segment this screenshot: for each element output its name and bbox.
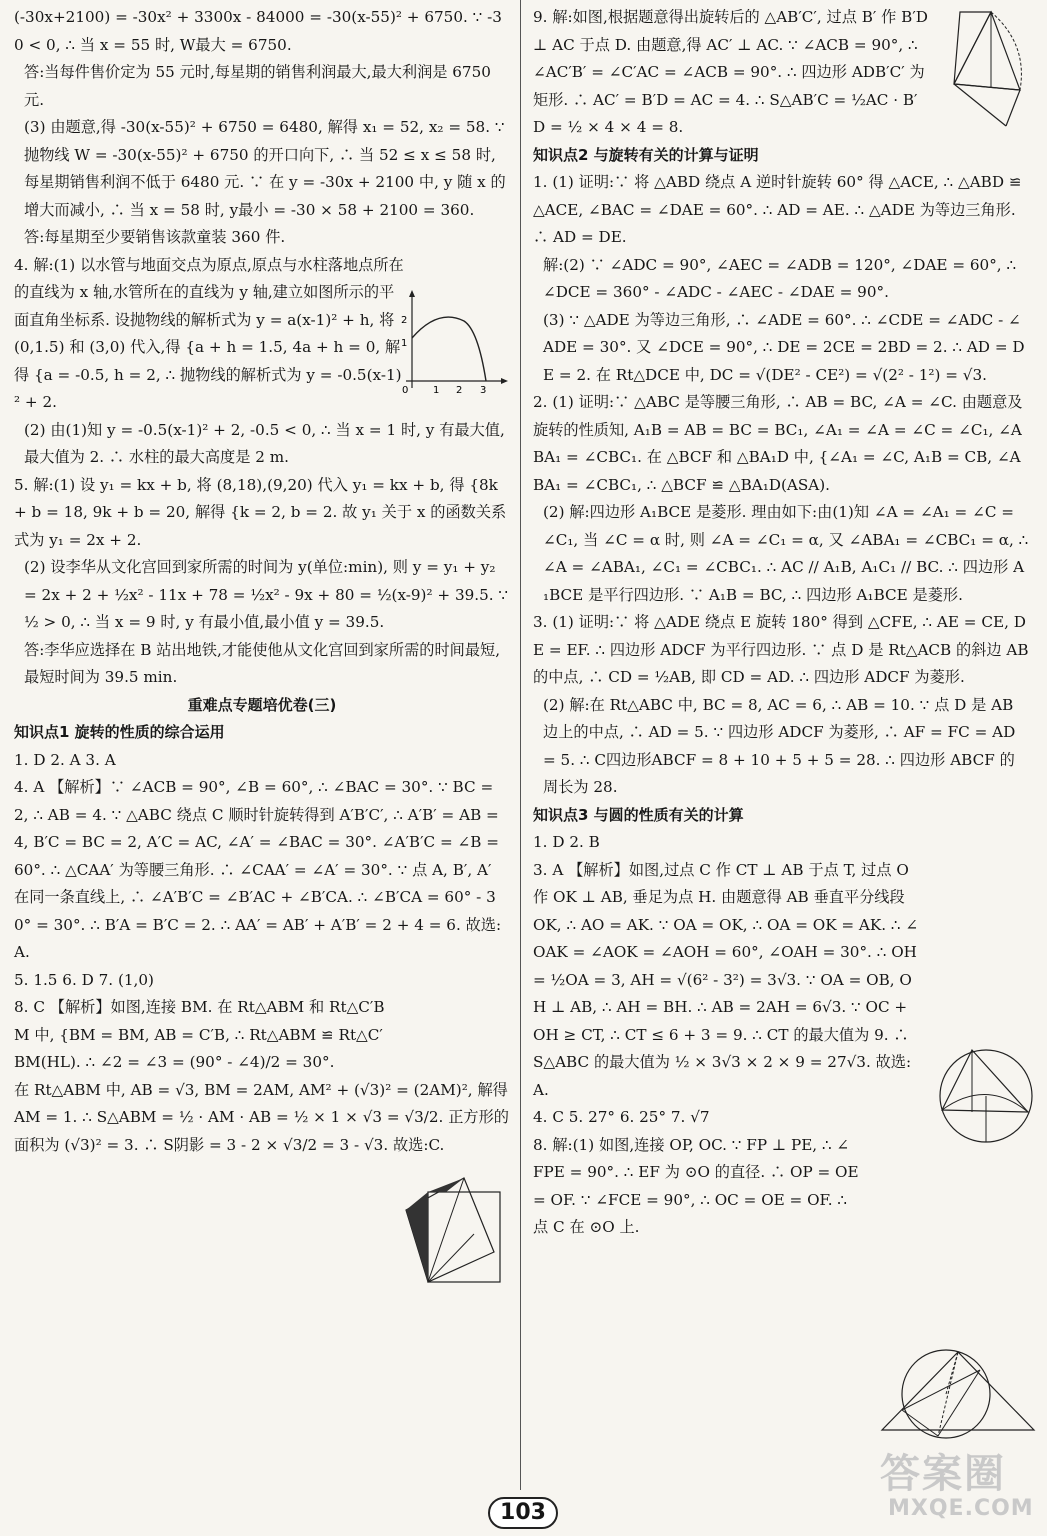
answer-paragraph: 在 Rt△ABM 中, AB = √3, BM = 2AM, AM² + (√3)² = (2AM)², 解得 AM = 1. ∴ S△ABM = ½ · AM · AB = ½ × 1 × √3 = √3/2. 正方形的面积为 (√3)² = 3. ∴ S阴影 = 3 - 2 × √3/2 = 3 - √3. 故选:C. bbox=[14, 1080, 509, 1154]
svg-text:2: 2 bbox=[401, 315, 408, 326]
page-number-value: 103 bbox=[488, 1497, 558, 1529]
answer-paragraph: 8. C 【解析】如图,连接 BM. 在 Rt△ABM 和 Rt△C′BM 中, {BM = BM, AB = C′B, ∴ Rt△ABM ≌ Rt△C′BM(HL). ∴ ∠2 = ∠3 = (90° - ∠4)/2 = 30°. bbox=[14, 998, 385, 1071]
knowledge-point-heading: 知识点1 旋转的性质的综合运用 bbox=[14, 723, 225, 741]
page-number bbox=[476, 1496, 570, 1530]
answer-paragraph: (3) ∵ △ADE 为等边三角形, ∴ ∠ADE = 60°. ∴ ∠CDE = ∠ADC - ∠ADE = 30°. 又 ∠DCE = 90°, ∴ DE = 2CE = 2BD = 2. ∴ AD = DE = 2. 在 Rt△DCE 中, DC = √(DE² - CE²) = √(2² - 1²) = √3. bbox=[543, 310, 1025, 384]
answer-paragraph: 答:当每件售价定为 55 元时,每星期的销售利润最大,最大利润是 6750 元. bbox=[24, 63, 491, 109]
section-title: 重难点专题培优卷(三) bbox=[187, 695, 337, 714]
answer-paragraph: 4. 解:(1) 以水管与地面交点为原点,原点与水柱落地点所在的直线为 x 轴,水管所在的直线为 y 轴,建立如图所示的平面直角坐标系. 设抛物线的解析式为 y = a(x-1)² + h, 将 (0,1.5) 和 (3,0) 代入,得 {a + h = 1.5, 4a + h = 0, 解得 {a = -0.5, h = 2, ∴ 抛物线的解析式为 y = -0.5(x-1)² + 2. bbox=[14, 255, 404, 411]
answer-paragraph: (2) 解:在 Rt△ABC 中, BC = 8, AC = 6, ∴ AB = 10. ∵ 点 D 是 AB 边上的中点, ∴ AD = 5. ∵ 四边形 ADCF 为菱形, ∴ AF = FC = AD = 5. ∴ C四边形ABCF = 8 + 10 + 5 + 5 = 28. ∴ 四边形 ABCF 的周长为 28. bbox=[543, 695, 1016, 796]
answer-paragraph: 1. D 2. B bbox=[533, 833, 600, 851]
watermark bbox=[880, 1452, 1040, 1532]
column-divider bbox=[520, 0, 521, 1490]
rotated-triangle-figure bbox=[936, 4, 1036, 132]
answer-paragraph: (-30x+2100) = -30x² + 3300x - 84000 = -30(x-55)² + 6750. ∵ -30 < 0, ∴ 当 x = 55 时, W最大 = 6750. bbox=[14, 8, 502, 54]
answer-paragraph: 答:每星期至少要销售该款童装 360 件. bbox=[24, 228, 286, 246]
svg-text:1: 1 bbox=[401, 338, 408, 349]
watermark-url: MXQE.COM bbox=[888, 1496, 1034, 1521]
answer-paragraph: 5. 解:(1) 设 y₁ = kx + b, 将 (8,18),(9,20) 代入 y₁ = kx + b, 得 {8k + b = 18, 9k + b = 20, 解得 {k = 2, b = 2. 故 y₁ 关于 x 的函数关系式为 y₁ = 2x + 2. bbox=[14, 475, 507, 549]
knowledge-point-heading: 知识点2 与旋转有关的计算与证明 bbox=[533, 145, 759, 164]
answer-paragraph: 1. D 2. A 3. A bbox=[14, 750, 116, 769]
left-column bbox=[14, 4, 510, 1159]
watermark-text: 答案圈 bbox=[880, 1451, 1006, 1497]
parabola-figure bbox=[398, 288, 510, 396]
answer-paragraph: 3. A 【解析】如图,过点 C 作 CT ⊥ AB 于点 T, 过点 O 作 OK ⊥ AB, 垂足为点 H. 由题意得 AB 垂直平分线段 OK, ∴ AO = AK. ∵ OA = OK, ∴ OA = OK = AK. ∴ ∠OAK = ∠AOK = ∠AOH = 60°, ∠OAH = 30°. ∴ OH = ½OA = 3, AH = √(6² - 3²) = 3√3. ∵ OA = OB, OH ⊥ AB, ∴ AH = BH. ∴ AB = 2AH = 6√3. ∵ OC + OH ≥ CT, ∴ CT ≤ 6 + 3 = 9. ∴ CT 的最大值为 9. ∴ S△ABC 的最大值为 ½ × 3√3 × 2 × 9 = 27√3. 故选:A. bbox=[533, 860, 919, 1099]
answer-paragraph: 4. A 【解析】∵ ∠ACB = 90°, ∠B = 60°, ∴ ∠BAC = 30°. ∵ BC = 2, ∴ AB = 4. ∵ △ABC 绕点 C 顺时针旋转得到 A′B′C′, ∴ A′B′ = AB = 4, B′C = BC = 2, A′C = AC, ∠A′ = ∠BAC = 30°. ∠A′B′C = ∠B = 60°. ∴ △CAA′ 为等腰三角形. ∴ ∠CAA′ = ∠A′ = 30°. ∵ 点 A, B′, A′ 在同一条直线上, ∴ ∠A′B′C = ∠B′AC + ∠B′CA. ∴ ∠B′CA = 60° - 30° = 30°. ∴ B′A = B′C = 2. ∴ AA′ = AB′ + A′B′ = 2 + 4 = 6. 故选:A. bbox=[14, 778, 502, 961]
answer-paragraph: 解:(2) ∵ ∠ADC = 90°, ∠AEC = ∠ADB = 120°, ∠DAE = 60°, ∴ ∠DCE = 360° - ∠ADC - ∠AEC - ∠DAE = 90°. bbox=[543, 255, 1017, 301]
answer-paragraph: (2) 由(1)知 y = -0.5(x-1)² + 2, -0.5 < 0, ∴ 当 x = 1 时, y 有最大值,最大值为 2. ∴ 水柱的最大高度是 2 m. bbox=[24, 420, 505, 466]
svg-text:0: 0 bbox=[402, 385, 409, 396]
answer-paragraph: 3. (1) 证明:∵ 将 △ADE 绕点 E 旋转 180° 得到 △CFE, ∴ AE = CE, DE = EF. ∴ 四边形 ADCF 为平行四边形. ∵ 点 D 是 Rt△ACB 的斜边 AB 的中点, ∴ CD = ½AB, 即 CD = AD. ∴ 四边形 ADCF 为菱形. bbox=[533, 613, 1029, 686]
svg-text:2: 2 bbox=[456, 385, 463, 396]
answer-paragraph: 9. 解:如图,根据题意得出旋转后的 △AB′C′, 过点 B′ 作 B′D ⊥ AC 于点 D. 由题意,得 AC′ ⊥ AC. ∵ ∠ACB = 90°, ∴ ∠AC′B′ = ∠C′AC = ∠ACB = 90°. ∴ 四边形 ADB′C′ 为矩形. ∴ AC′ = B′D = AC = 4. ∴ S△AB′C = ½AC · B′D = ½ × 4 × 4 = 8. bbox=[533, 8, 928, 136]
answer-paragraph: 4. C 5. 27° 6. 25° 7. √7 bbox=[533, 1108, 710, 1126]
answer-paragraph: (2) 设李华从文化宫回到家所需的时间为 y(单位:min), 则 y = y₁ + y₂ = 2x + 2 + ½x² - 11x + 78 = ½x² - 9x + 80 = ½(x-9)² + 39.5. ∵ ½ > 0, ∴ 当 x = 9 时, y 有最小值,最小值 y = 39.5. bbox=[24, 558, 509, 631]
circle-quadrilateral-figure bbox=[872, 1346, 1042, 1446]
answer-paragraph: 1. (1) 证明:∵ 将 △ABD 绕点 A 逆时针旋转 60° 得 △ACE, ∴ △ABD ≌ △ACE, ∠BAC = ∠DAE = 60°. ∴ AD = AE. ∴ △ADE 为等边三角形. ∴ AD = DE. bbox=[533, 173, 1022, 246]
square-rotation-figure bbox=[376, 1150, 516, 1300]
svg-text:1: 1 bbox=[433, 385, 440, 396]
answer-paragraph: (3) 由题意,得 -30(x-55)² + 6750 = 6480, 解得 x₁ = 52, x₂ = 58. ∵ 抛物线 W = -30(x-55)² + 6750 的开口向下, ∴ 当 52 ≤ x ≤ 58 时,每星期销售利润不低于 6480 元. ∵ 在 y = -30x + 2100 中, y 随 x 的增大而减小, ∴ 当 x = 58 时, y最小 = -30 × 58 + 2100 = 360. bbox=[24, 118, 506, 219]
circle-triangle-figure bbox=[930, 1038, 1040, 1158]
svg-text:3: 3 bbox=[480, 385, 487, 396]
answer-paragraph: 8. 解:(1) 如图,连接 OP, OC. ∵ FP ⊥ PE, ∴ ∠FPE = 90°. ∴ EF 为 ⊙O 的直径. ∴ OP = OE = OF. ∵ ∠FCE = 90°, ∴ OC = OE = OF. ∴ 点 C 在 ⊙O 上. bbox=[533, 1135, 859, 1236]
knowledge-point-heading: 知识点3 与圆的性质有关的计算 bbox=[533, 805, 744, 824]
answer-paragraph: (2) 解:四边形 A₁BCE 是菱形. 理由如下:由(1)知 ∠A = ∠A₁ = ∠C = ∠C₁, 当 ∠C = α 时, 则 ∠A = ∠C₁ = α, 又 ∠ABA₁ = ∠CBC₁ = α, ∴ ∠A = ∠ABA₁, ∠C₁ = ∠CBC₁. ∴ AC // A₁B, A₁C₁ // BC. ∴ 四边形 A₁BCE 是平行四边形. ∵ A₁B = BC, ∴ 四边形 A₁BCE 是菱形. bbox=[543, 503, 1029, 604]
answer-paragraph: 答:李华应选择在 B 站出地铁,才能使他从文化宫回到家所需的时间最短,最短时间为 39.5 min. bbox=[24, 640, 501, 686]
answer-paragraph: 5. 1.5 6. D 7. (1,0) bbox=[14, 970, 154, 989]
answer-paragraph: 2. (1) 证明:∵ △ABC 是等腰三角形, ∴ AB = BC, ∠A = ∠C. 由题意及旋转的性质知, A₁B = AB = BC = BC₁, ∠A₁ = ∠A = ∠C = ∠C₁, ∠ABA₁ = ∠CBC₁. 在 △BCF 和 △BA₁D 中, {∠A₁ = ∠C, A₁B = CB, ∠ABA₁ = ∠CBC₁, ∴ △BCF ≌ △BA₁D(ASA). bbox=[533, 393, 1023, 494]
